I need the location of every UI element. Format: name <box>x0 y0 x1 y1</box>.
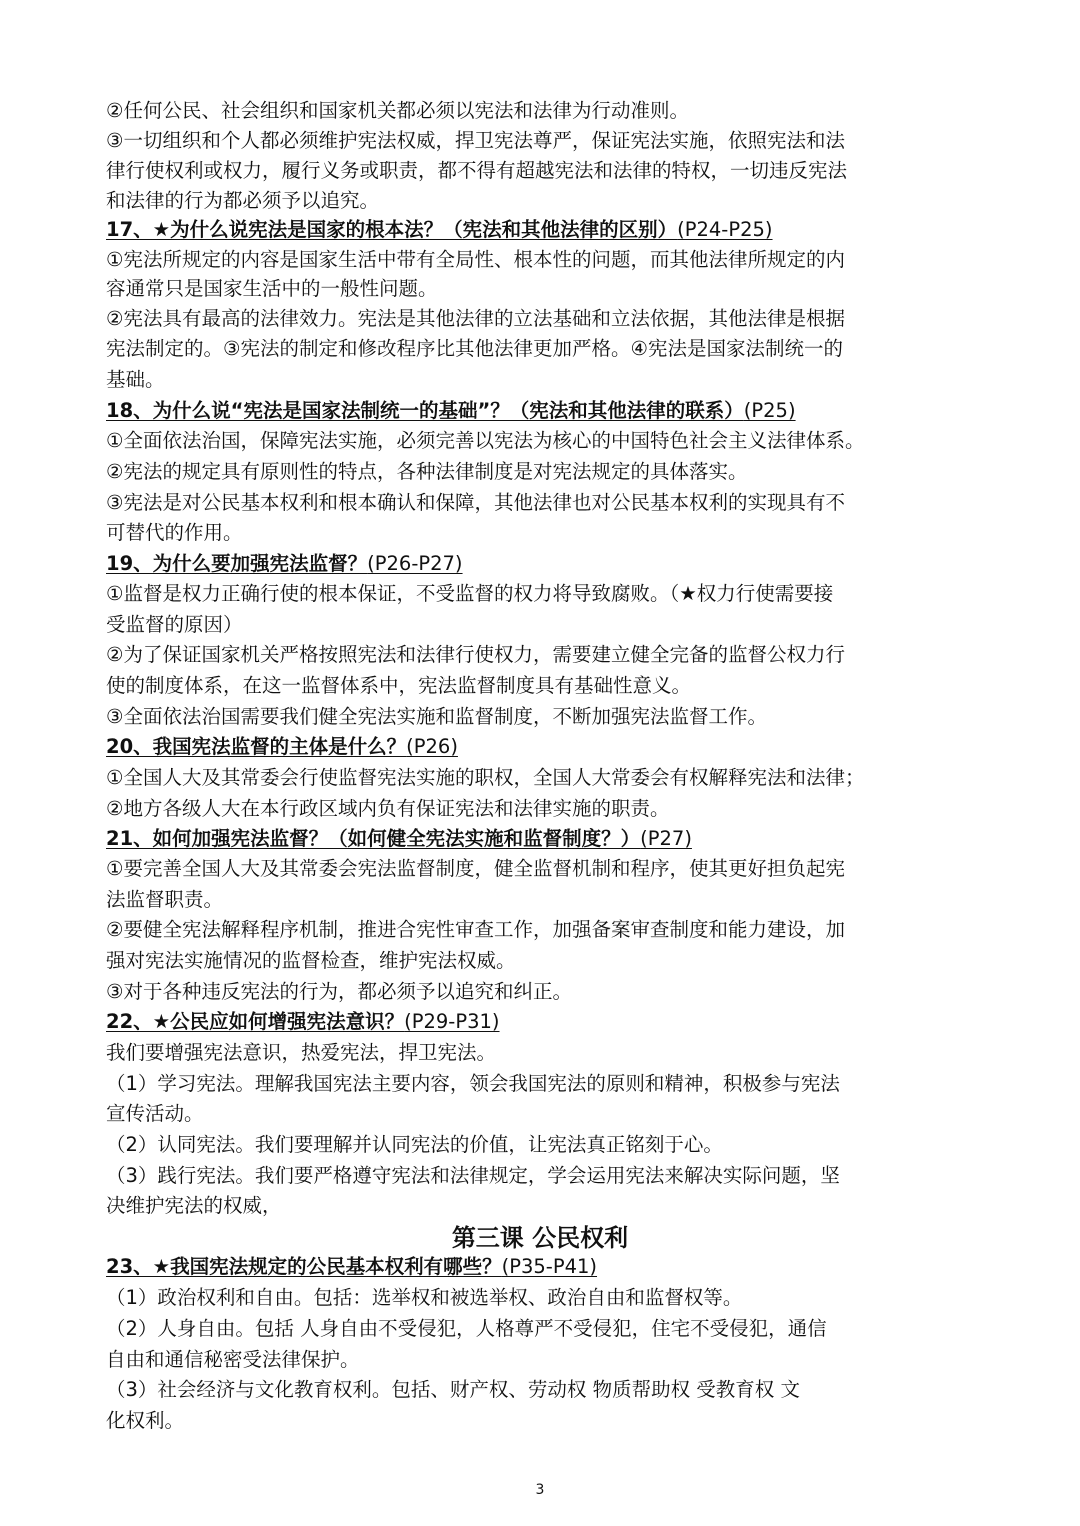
question-18 <box>106 395 986 427</box>
text-line: （3）践行宪法。我们要严格遵守宪法和法律规定，学会运用宪法来解决实际问题，坚 <box>106 1164 840 1187</box>
page-reference: (P24-P25) <box>677 218 773 241</box>
text-line: ①要完善全国人大及其常委会宪法监督制度，健全监督机制和程序，使其更好担负起宪 <box>106 857 845 880</box>
question-text: 17、★为什么说宪法是国家的根本法？（宪法和其他法律的区别） <box>106 218 678 241</box>
text-line: ②地方各级人大在本行政区域内负有保证宪法和法律实施的职责。 <box>106 797 670 820</box>
text-line: （1）政治权利和自由。包括：选举权和被选举权、政治自由和监督权等。 <box>106 1286 743 1309</box>
text-line: 自由和通信秘密受法律保护。 <box>106 1348 360 1371</box>
text-line: ③对于各种违反宪法的行为，都必须予以追究和纠正。 <box>106 980 572 1003</box>
text-line: 宪法制定的。③宪法的制定和修改程序比其他法律更加严格。④宪法是国家法制统一的 <box>106 337 843 360</box>
text-line: ③宪法是对公民基本权利和根本确认和保障，其他法律也对公民基本权利的实现具有不 <box>106 491 845 514</box>
lesson-heading: 第三课 公民权利 <box>451 1224 629 1252</box>
question-23 <box>106 1251 986 1283</box>
question-text: 20、我国宪法监督的主体是什么？ <box>106 735 407 758</box>
text-line: （3）社会经济与文化教育权利。包括、财产权、劳动权 物质帮助权 受教育权 文 <box>106 1378 801 1401</box>
question-22 <box>106 1006 986 1038</box>
page-number: 3 <box>535 1482 545 1498</box>
text-line: ②为了保证国家机关严格按照宪法和法律行使权力，需要建立健全完备的监督公权力行 <box>106 643 845 666</box>
page-reference: (P27) <box>640 827 692 850</box>
question-text: 22、★公民应如何增强宪法意识？ <box>106 1010 405 1033</box>
text-line: 容通常只是国家生活中的一般性问题。 <box>106 277 438 300</box>
text-line: （2）人身自由。包括 人身自由不受侵犯，人格尊严不受侵犯，住宅不受侵犯，通信 <box>106 1317 827 1340</box>
text-line: ①全国人大及其常委会行使监督宪法实施的职权，全国人大常委会有权解释宪法和法律； <box>106 766 865 789</box>
page-reference: (P25) <box>743 399 796 422</box>
text-line: 化权利。 <box>106 1409 185 1432</box>
page-reference: (P26) <box>406 735 458 758</box>
question-21 <box>106 823 986 855</box>
text-line: 可替代的作用。 <box>106 521 243 544</box>
text-line: 法监督职责。 <box>106 888 224 911</box>
text-line: （1）学习宪法。理解我国宪法主要内容，领会我国宪法的原则和精神，积极参与宪法 <box>106 1072 840 1095</box>
text-line: 我们要增强宪法意识，热爱宪法，捍卫宪法。 <box>106 1041 497 1064</box>
text-line: （2）认同宪法。我们要理解并认同宪法的价值，让宪法真正铭刻于心。 <box>106 1133 723 1156</box>
text-line: ①全面依法治国，保障宪法实施，必须完善以宪法为核心的中国特色社会主义法律体系。 <box>106 429 865 452</box>
text-line: 受监督的原因） <box>106 613 243 636</box>
text-line: 和法律的行为都必须予以追究。 <box>106 189 380 212</box>
page-reference: (P35-P41) <box>501 1255 598 1278</box>
page-reference: (P29-P31) <box>404 1010 500 1033</box>
text-line: ②宪法的规定具有原则性的特点，各种法律制度是对宪法规定的具体落实。 <box>106 460 748 483</box>
text-line: 宣传活动。 <box>106 1102 204 1125</box>
text-line: ①宪法所规定的内容是国家生活中带有全局性、根本性的问题，而其他法律所规定的内 <box>106 248 845 271</box>
text-line: ②任何公民、社会组织和国家机关都必须以宪法和法律为行动准则。 <box>106 99 689 122</box>
question-text: 23、★我国宪法规定的公民基本权利有哪些？ <box>106 1255 502 1278</box>
question-text: 18、为什么说“宪法是国家法制统一的基础”？（宪法和其他法律的联系） <box>106 399 744 422</box>
text-line: 强对宪法实施情况的监督检查，维护宪法权威。 <box>106 949 516 972</box>
text-line: ③一切组织和个人都必须维护宪法权威，捍卫宪法尊严，保证宪法实施，依照宪法和法 <box>106 129 845 152</box>
text-line: 基础。 <box>106 368 165 391</box>
question-text: 19、为什么要加强宪法监督？ <box>106 552 368 575</box>
text-line: 律行使权利或权力，履行义务或职责，都不得有超越宪法和法律的特权，一切违反宪法 <box>106 159 848 182</box>
text-line: ①监督是权力正确行使的根本保证，不受监督的权力将导致腐败。（★权力行使需要接 <box>106 582 834 605</box>
question-17 <box>106 214 986 246</box>
text-line: ②宪法具有最高的法律效力。宪法是其他法律的立法基础和立法依据，其他法律是根据 <box>106 307 845 330</box>
text-line: ③全面依法治国需要我们健全宪法实施和监督制度，不断加强宪法监督工作。 <box>106 705 767 728</box>
page-reference: (P26-P27) <box>367 552 463 575</box>
question-text: 21、如何加强宪法监督？（如何健全宪法实施和监督制度？） <box>106 827 641 850</box>
question-20 <box>106 731 986 763</box>
text-line: 决维护宪法的权威， <box>106 1194 282 1217</box>
text-line: ②要健全宪法解释程序机制，推进合宪性审查工作，加强备案审查制度和能力建设，加 <box>106 918 845 941</box>
text-line: 使的制度体系，在这一监督体系中，宪法监督制度具有基础性意义。 <box>106 674 692 697</box>
question-19 <box>106 548 986 580</box>
